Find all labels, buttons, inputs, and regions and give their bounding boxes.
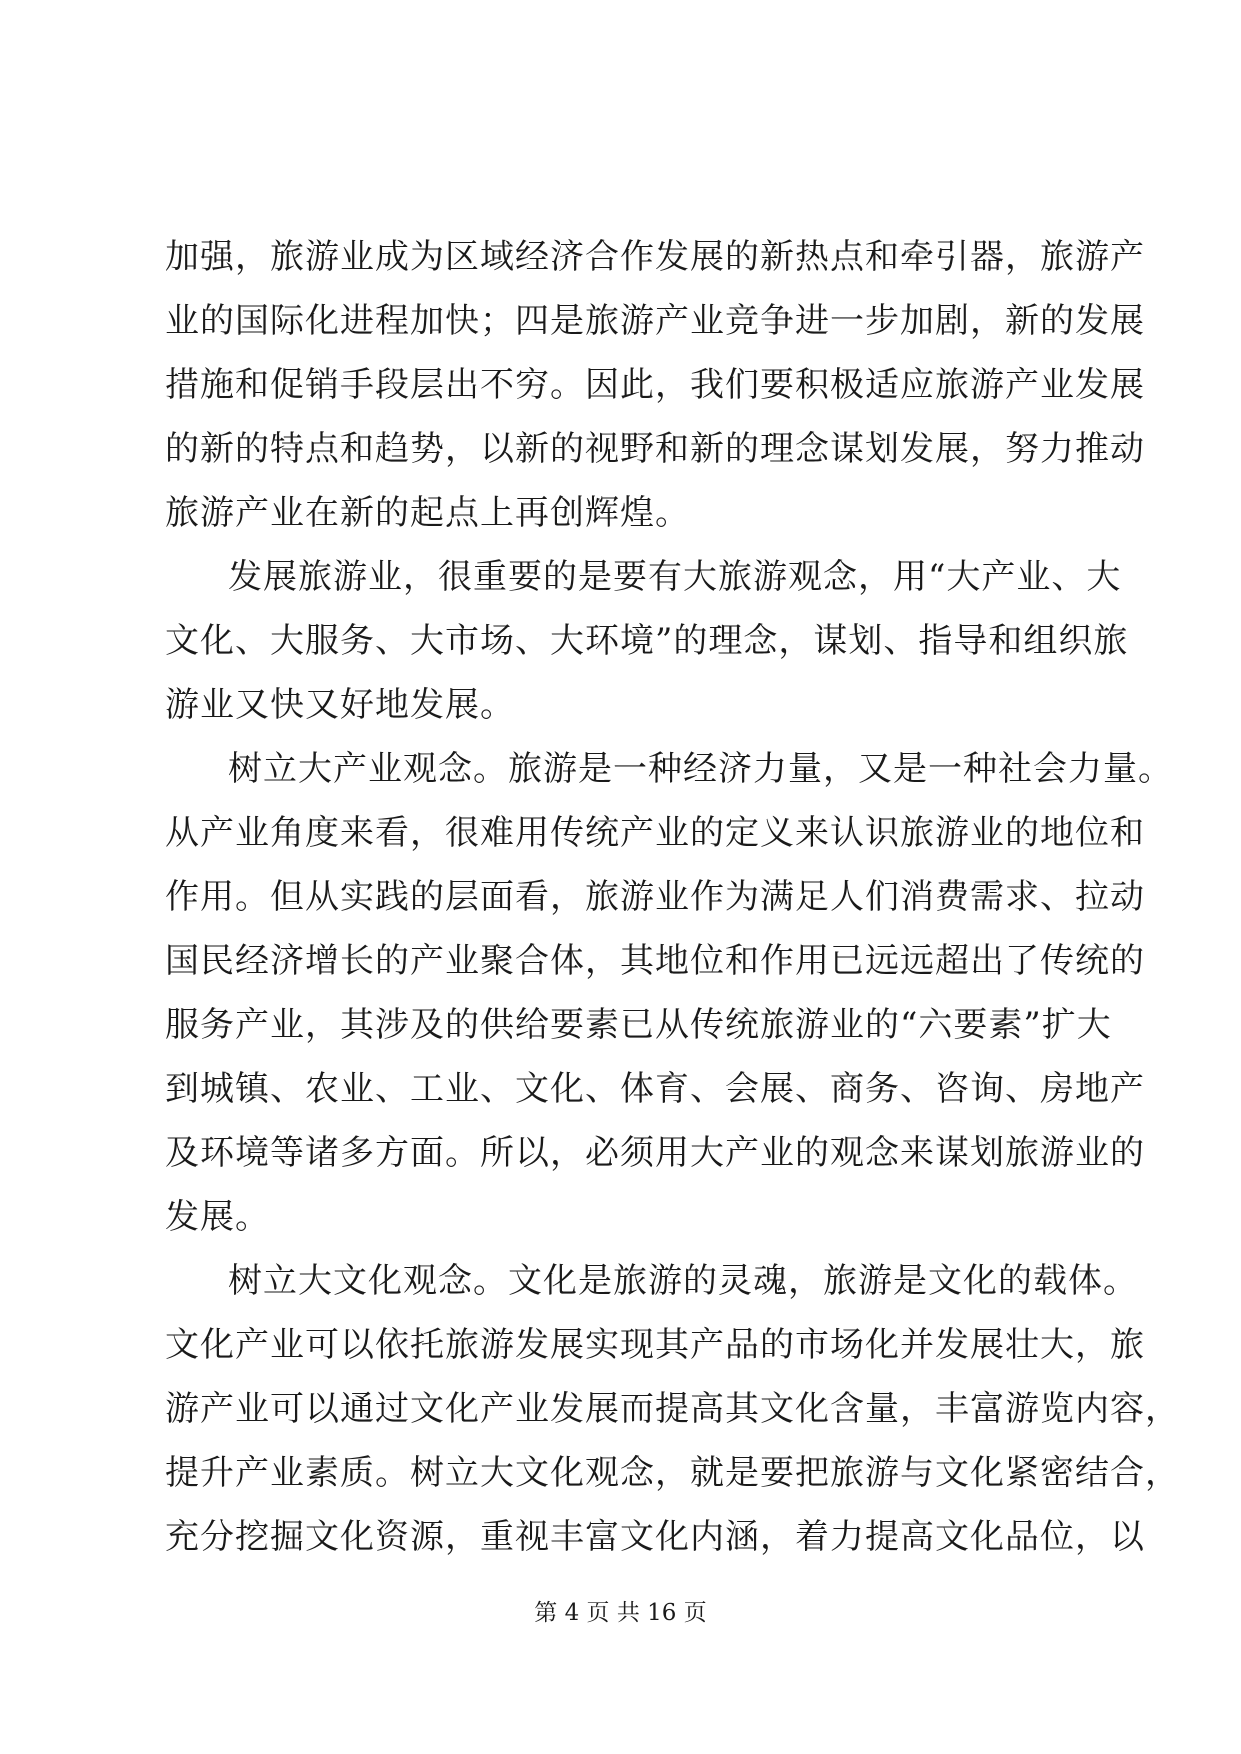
paragraph-first-line: 树立大产业观念。旅游是一种经济力量，又是一种社会力量。: [228, 749, 1173, 789]
text-line: 充分挖掘文化资源，重视丰富文化内涵，着力提高文化品位，以: [165, 1517, 1145, 1557]
text-line: 业的国际化进程加快；四是旅游产业竞争进一步加剧，新的发展: [165, 301, 1145, 341]
text-line: 及环境等诸多方面。所以，必须用大产业的观念来谋划旅游业的: [165, 1133, 1145, 1173]
text-line: 游业又快又好地发展。: [165, 685, 515, 725]
paragraph-first-line: 树立大文化观念。文化是旅游的灵魂，旅游是文化的载体。: [228, 1261, 1138, 1301]
text-line: 发展。: [165, 1197, 270, 1237]
paragraph-first-line: 发展旅游业，很重要的是要有大旅游观念，用“大产业、大: [228, 557, 1122, 597]
text-line: 文化产业可以依托旅游发展实现其产品的市场化并发展壮大，旅: [165, 1325, 1145, 1365]
text-line: 措施和促销手段层出不穷。因此，我们要积极适应旅游产业发展: [165, 365, 1145, 405]
text-line: 国民经济增长的产业聚合体，其地位和作用已远远超出了传统的: [165, 941, 1145, 981]
text-line: 到城镇、农业、工业、文化、体育、会展、商务、咨询、房地产: [165, 1069, 1145, 1109]
page-number-footer: 第 4 页 共 16 页: [534, 1600, 707, 1626]
text-line: 提升产业素质。树立大文化观念，就是要把旅游与文化紧密结合，: [165, 1453, 1180, 1493]
text-line: 旅游产业在新的起点上再创辉煌。: [165, 493, 690, 533]
text-line: 从产业角度来看，很难用传统产业的定义来认识旅游业的地位和: [165, 813, 1145, 853]
text-line: 游产业可以通过文化产业发展而提高其文化含量，丰富游览内容，: [165, 1389, 1180, 1429]
text-line: 加强，旅游业成为区域经济合作发展的新热点和牵引器，旅游产: [165, 237, 1145, 277]
text-line: 服务产业，其涉及的供给要素已从传统旅游业的“六要素”扩大: [165, 1005, 1112, 1045]
text-line: 的新的特点和趋势，以新的视野和新的理念谋划发展，努力推动: [165, 429, 1145, 469]
text-line: 文化、大服务、大市场、大环境”的理念，谋划、指导和组织旅: [165, 621, 1129, 661]
text-line: 作用。但从实践的层面看，旅游业作为满足人们消费需求、拉动: [165, 877, 1145, 917]
document-body: [165, 225, 1180, 1569]
